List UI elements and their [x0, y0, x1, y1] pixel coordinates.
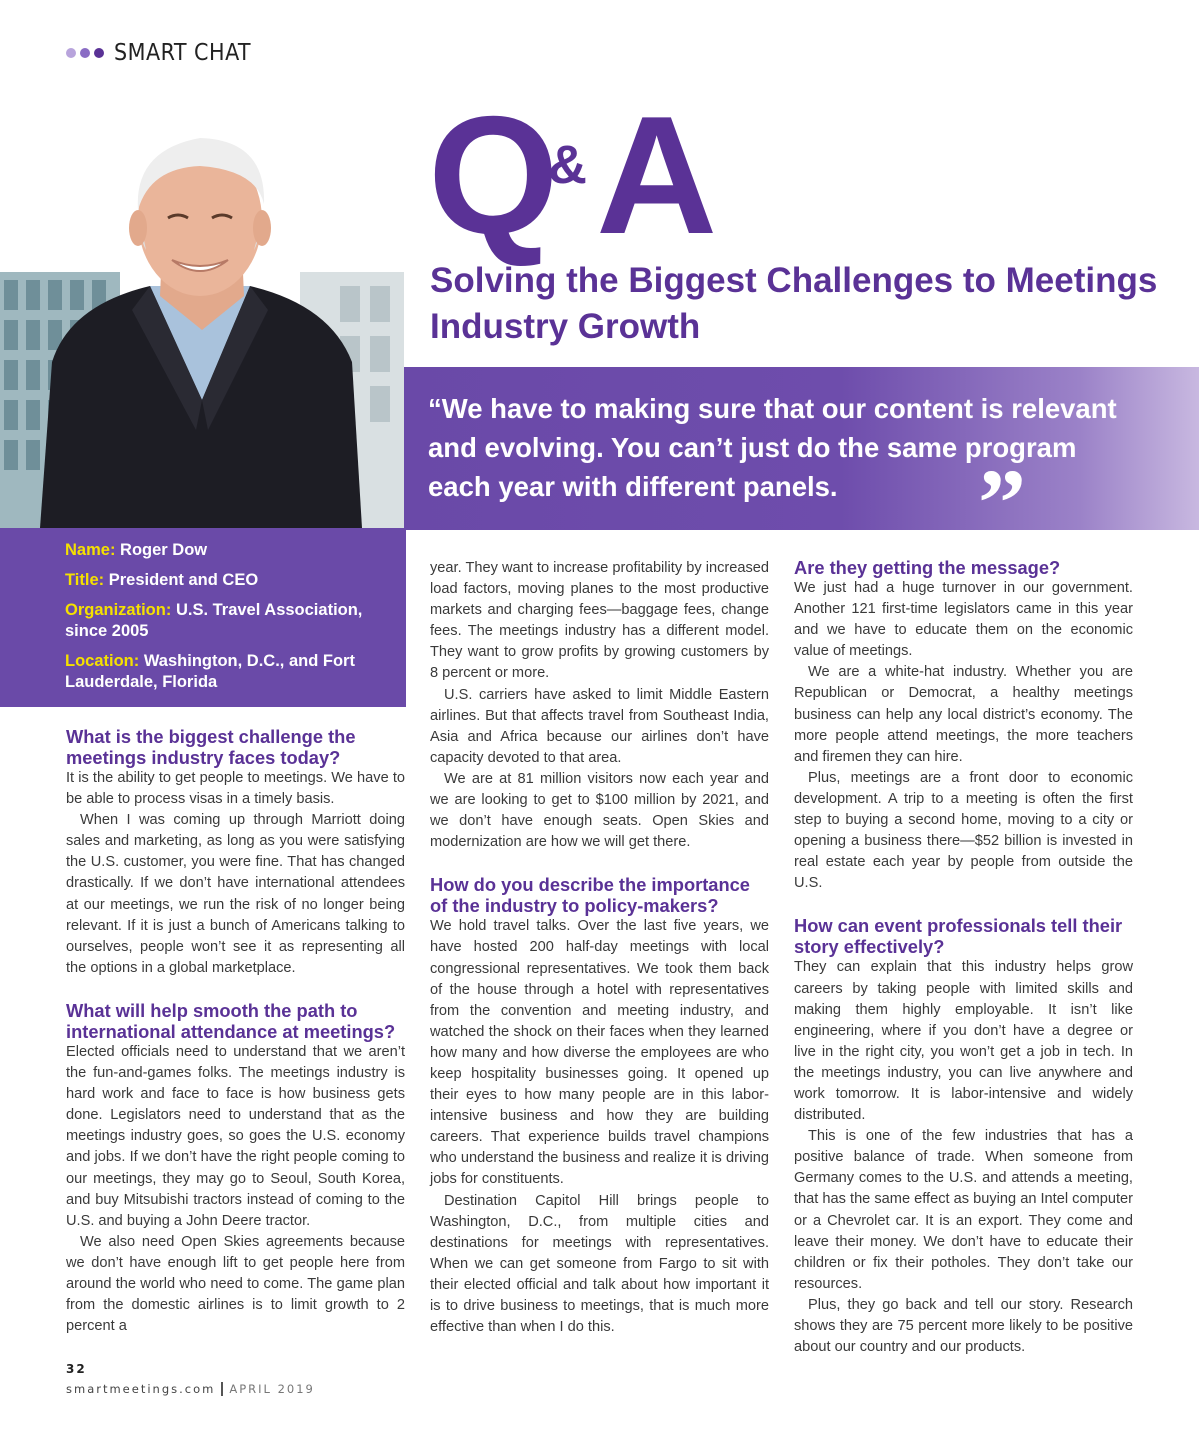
- bio-value-title: President and CEO: [108, 571, 259, 589]
- question-heading-4: Are they getting the message?: [794, 557, 1061, 578]
- answer-paragraph: We also need Open Skies agreements because we don’t have enough lift to get people here from around the world who need to come. The game plan from the domestic airlines is to limit growth to 2 percent a: [66, 1233, 405, 1335]
- answer-paragraph: They can explain that this industry helps grow careers by taking people with limited skills and making them highly employable. It isn’t like engineering, where if you don’t have a degree or live in the right city, you won’t get a job in tech. In the meetings industry, you can live anywhere and work tomorrow. It is labor-intensive and widely distributed.: [794, 959, 1133, 1124]
- bio-label-organization: Organization:: [65, 601, 172, 619]
- pull-quote-band: [404, 367, 1199, 556]
- answer-paragraph: We just had a huge turnover in our government. Another 121 first-time legislators came in this year and we have to educate them on the economic value of meetings.: [794, 580, 1133, 660]
- answer-paragraph: We are at 81 million visitors now each year and we are looking to get to $100 million by 2021, and we don’t have enough seats. Open Skies and modernization are how we will get there.: [430, 770, 769, 851]
- portrait-photo: [0, 100, 404, 528]
- article-column-1: [66, 726, 405, 1337]
- qa-letter-a: A: [596, 81, 712, 269]
- bio-box: [0, 528, 406, 707]
- pull-quote-text: “We have to making sure that our content is relevant and evolving. You can’t just do the same program each year with different panels.: [428, 393, 1117, 502]
- bio-value-location: Washington, D.C., and Fort Lauderdale, Florida: [65, 652, 355, 691]
- footer-divider: [221, 1382, 223, 1396]
- answer-paragraph: We are a white-hat industry. Whether you are Republican or Democrat, a healthy meetings business can help any local district’s economy. The more people attend meetings, the more teachers and firemen they can hire.: [794, 664, 1133, 765]
- answer-paragraph: Plus, they go back and tell our story. Research shows they are 75 percent more likely to be positive about our country and our products.: [794, 1296, 1133, 1356]
- footer: [66, 1382, 315, 1396]
- answer-paragraph: U.S. carriers have asked to limit Middle Eastern airlines. But that affects travel from Southeast India, Asia and Africa because our airlines don’t have capacity devoted to that area.: [430, 686, 769, 766]
- bio-label-title: Title:: [65, 571, 105, 589]
- question-heading-5: How can event professionals tell their story effectively?: [794, 915, 1123, 958]
- qa-ampersand: &: [548, 135, 587, 195]
- answer-paragraph: Destination Capitol Hill brings people to Washington, D.C., from multiple cities and destinations for meetings with representatives. When we can get someone from Fargo to sit with their elected official and talk about how important it is to drive business to meetings, that is much more effective than when I do this.: [430, 1192, 769, 1336]
- answer-paragraph: Plus, meetings are a front door to economic development. A trip to a meeting is often the first step to buying a second home, moving to a city or opening a business there—$52 billion is invested in real estate each year by people from outside the U.S.: [794, 769, 1133, 892]
- qa-letter-q: Q: [428, 81, 553, 269]
- bio-label-name: Name:: [65, 541, 116, 559]
- bio-label-location: Location:: [65, 652, 140, 670]
- answer-paragraph: year. They want to increase profitability by increased load factors, moving planes to the most productive markets and charging fees—baggage fees, change fees. The meetings industry has a different model. They want to grow profits by growing customers by 8 percent or more.: [430, 560, 769, 682]
- question-heading-2: What will help smooth the path to international attendance at meetings?: [66, 999, 396, 1042]
- dot-light: [66, 48, 76, 58]
- answer-paragraph: Elected officials need to understand that we aren’t the fun-and-games folks. The meetings industry is hard work and face to face is how business gets done. Legislators need to understand that as the meetings industry goes, so goes the U.S. economy and jobs. If we don’t have the right people coming to our meetings, they may go to Seoul, South Korea, and buy Mitsubishi tractors instead of coming to the U.S. and buying a John Deere tractor.: [66, 1043, 405, 1229]
- article-headline: Solving the Biggest Challenges to Meetings Industry Growth: [430, 261, 1158, 346]
- bio-row-name: [65, 540, 386, 561]
- section-dots-icon: [66, 48, 104, 58]
- bio-row-title: [65, 570, 386, 591]
- dot-dark: [94, 48, 104, 58]
- bio-row-location: [65, 651, 386, 693]
- dot-mid: [80, 48, 90, 58]
- section-tag: [66, 40, 251, 66]
- bio-value-name: Roger Dow: [120, 541, 208, 559]
- question-heading-1: What is the biggest challenge the meetings industry faces today?: [66, 726, 356, 768]
- answer-paragraph: We hold travel talks. Over the last five years, we have hosted 200 half-day meetings with local congressional representatives. We took them back of the house through a hotel with representatives from the convention and meeting industry, and watched the shock on their faces when they learned how many and how diverse the employees are who keep hospitality businesses going. It opened up their eyes to how many people are in this labor-intensive business and how they are building careers. That experience builds travel champions who understand the business and realize it is driving jobs for constituents.: [430, 918, 769, 1188]
- footer-site: smartmeetings.com: [66, 1382, 216, 1396]
- close-quote-icon: ”: [978, 449, 1026, 556]
- answer-paragraph: When I was coming up through Marriott doing sales and marketing, as long as you were satisfying the U.S. customer, you were fine. That has changed drastically. If we don’t have international attendees at our meetings, we run the risk of no longer being relevant. If it is just a bunch of Americans talking to ourselves, people won’t see it as representing all the options in a global marketplace.: [66, 812, 405, 976]
- question-heading-3: How do you describe the importance of the industry to policy-makers?: [430, 874, 750, 917]
- answer-paragraph: It is the ability to get people to meetings. We have to be able to process visas in a timely basis.: [66, 770, 405, 808]
- qa-title-mark: [428, 81, 728, 269]
- section-tag-label: SMART CHAT: [114, 40, 252, 66]
- footer-date: APRIL 2019: [229, 1382, 315, 1396]
- answer-paragraph: This is one of the few industries that has a positive balance of trade. When someone from Germany comes to the U.S. and attends a meeting, that has the same effect as buying an Intel computer or a Chevrolet car. It is an export. They come and leave their money. We don’t have to educate their children or fix their potholes. They don’t take our resources.: [794, 1128, 1133, 1292]
- article-column-2: [430, 558, 769, 1338]
- article-column-3: [794, 557, 1133, 1358]
- bio-row-organization: [65, 600, 386, 642]
- page-number: 32: [66, 1362, 87, 1376]
- bio-value-organization: U.S. Travel Association, since 2005: [65, 601, 363, 640]
